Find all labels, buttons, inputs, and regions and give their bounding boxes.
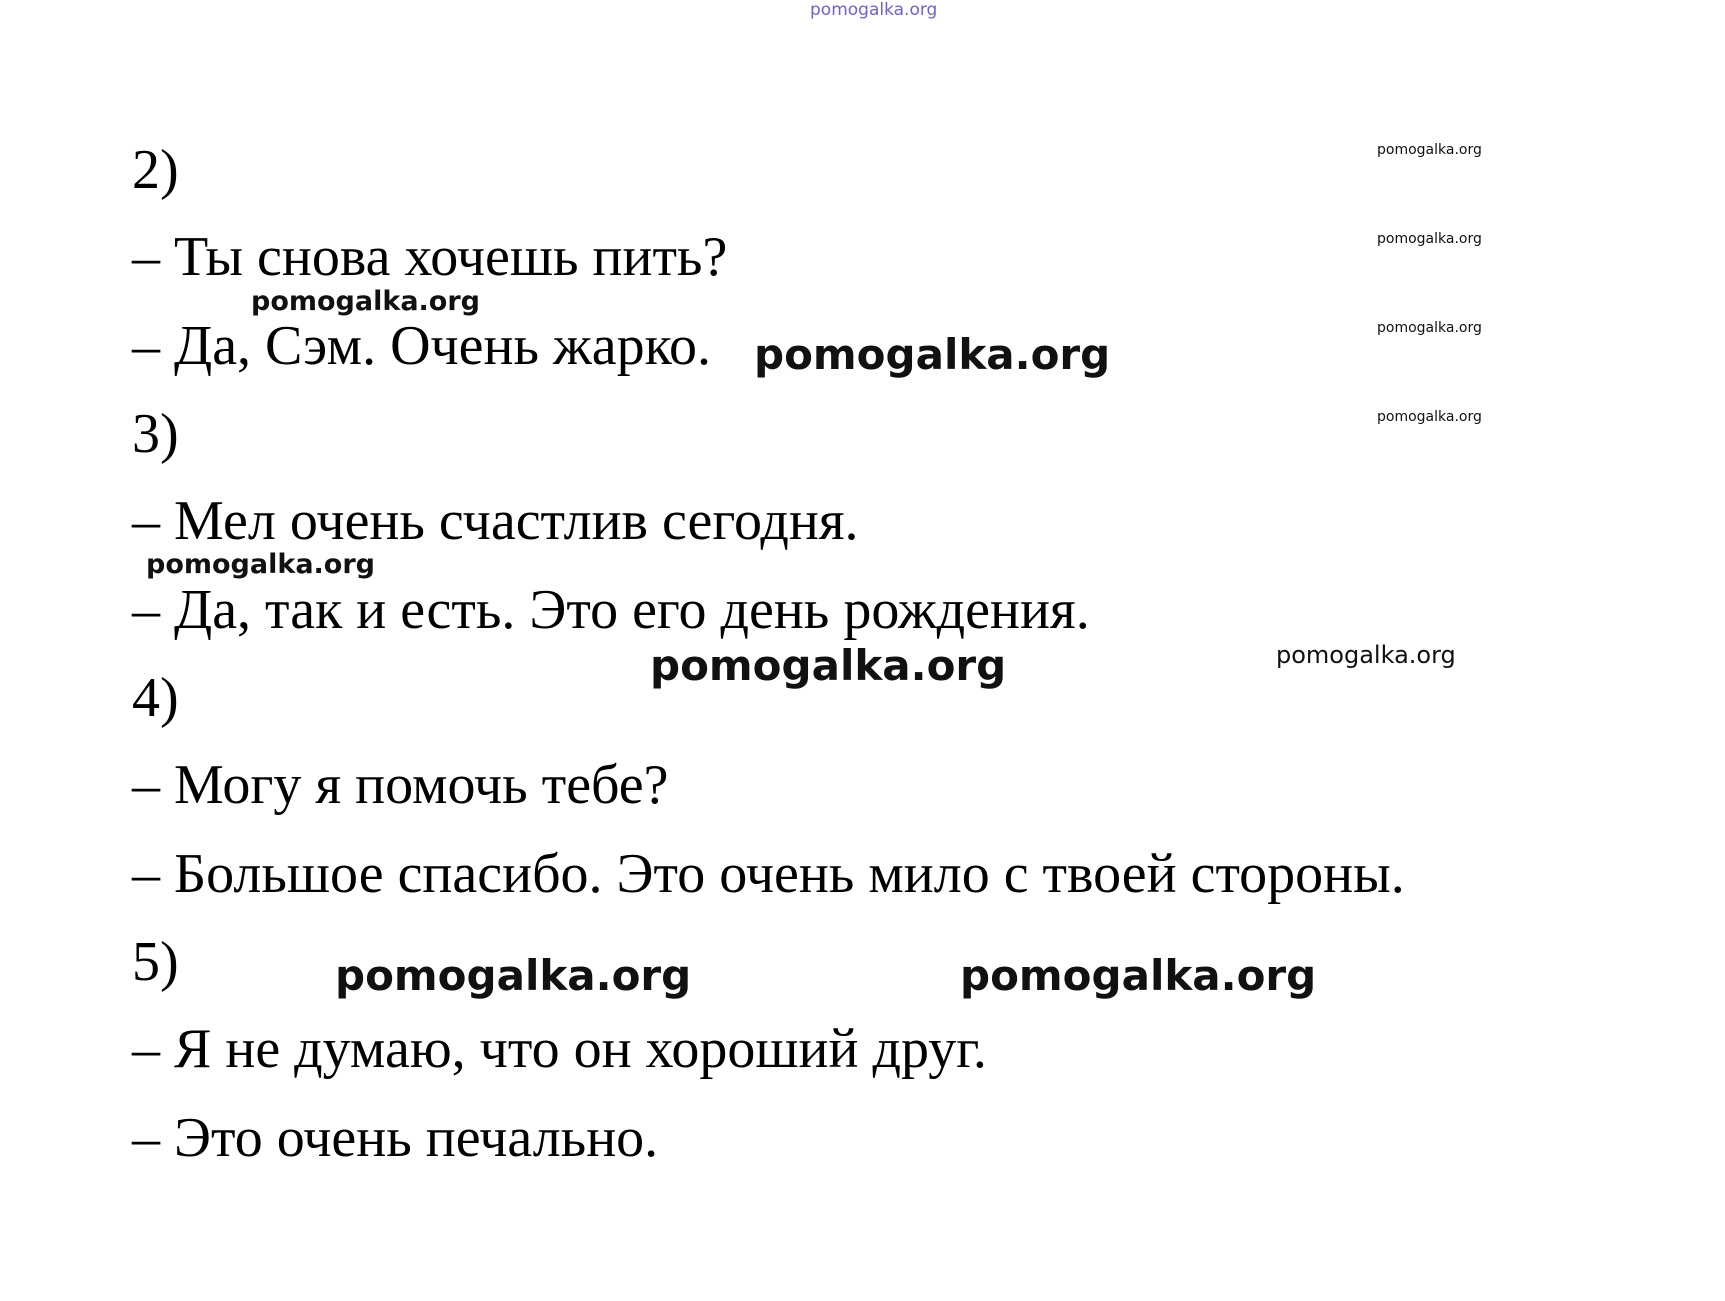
- watermark-large: pomogalka.org: [335, 951, 692, 1000]
- dialogue-line: – Большое спасибо. Это очень мило с твоей стороны.: [132, 843, 1405, 905]
- watermark: pomogalka.org: [251, 286, 480, 317]
- dialogue-line: – Ты снова хочешь пить?: [132, 226, 728, 288]
- watermark: pomogalka.org: [146, 549, 375, 580]
- dialogue-line: – Я не думаю, что он хороший друг.: [132, 1018, 987, 1080]
- watermark-small-1: pomogalka.org: [1377, 142, 1482, 158]
- item-number-3: 3): [132, 403, 179, 465]
- watermark-large: pomogalka.org: [960, 951, 1317, 1000]
- watermark-small-2: pomogalka.org: [1377, 231, 1482, 247]
- watermark-top: pomogalka.org: [810, 0, 938, 20]
- watermark: pomogalka.org: [1276, 641, 1456, 669]
- dialogue-line: – Могу я помочь тебе?: [132, 754, 669, 816]
- dialogue-line: – Да, Сэм. Очень жарко.: [132, 315, 711, 377]
- item-number-2: 2): [132, 139, 179, 201]
- watermark-small-3: pomogalka.org: [1377, 320, 1482, 336]
- dialogue-line: – Это очень печально.: [132, 1107, 659, 1169]
- dialogue-line: – Мел очень счастлив сегодня.: [132, 490, 859, 552]
- item-number-4: 4): [132, 667, 179, 729]
- watermark-small-4: pomogalka.org: [1377, 409, 1482, 425]
- watermark-large: pomogalka.org: [754, 330, 1111, 379]
- watermark-large: pomogalka.org: [650, 641, 1007, 690]
- dialogue-line: – Да, так и есть. Это его день рождения.: [132, 579, 1090, 641]
- item-number-5: 5): [132, 931, 179, 993]
